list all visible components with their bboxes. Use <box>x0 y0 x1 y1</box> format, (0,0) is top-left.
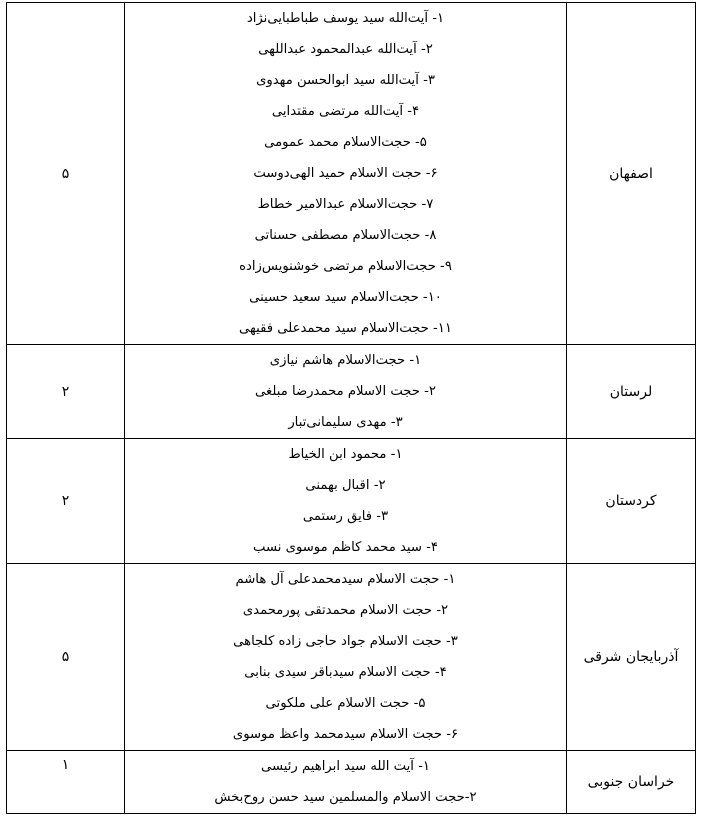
list-item: ۱۰- حجت‌الاسلام سید سعید حسینی <box>249 290 442 305</box>
list-item: ۲- حجت الاسلام محمدرضا مبلغی <box>255 384 436 399</box>
list-item: ۶- حجت الاسلام حمید الهی‌دوست <box>253 166 438 181</box>
list-item: ۴- حجت الاسلام سیدباقر سیدی بنابی <box>244 665 447 680</box>
list-item: ۱- حجت الاسلام سیدمحمدعلی آل هاشم <box>235 572 456 587</box>
province-cell: کردستان <box>567 439 696 564</box>
count-cell: ۱ <box>7 751 125 814</box>
table-row <box>7 564 696 751</box>
province-cell: آذربایجان شرقی <box>567 564 696 751</box>
table-row <box>7 3 696 345</box>
list-item: ۳- حجت الاسلام جواد حاجی زاده کلجاهی <box>233 634 458 649</box>
list-item: ۱- آیت‌الله سید یوسف طباطبایی‌نژاد <box>246 11 445 26</box>
province-cell: لرستان <box>567 345 696 439</box>
names-cell <box>125 564 567 751</box>
count-cell: ۲ <box>7 439 125 564</box>
list-item: ۵- حجت الاسلام علی ملکوتی <box>265 696 426 711</box>
list-item: ۸- حجت‌الاسلام مصطفی حسناتی <box>254 228 437 243</box>
list-item: ۱۱- حجت‌الاسلام سید محمدعلی فقیهی <box>239 321 452 336</box>
names-cell <box>125 751 567 814</box>
table-row <box>7 345 696 439</box>
province-cell: اصفهان <box>567 3 696 345</box>
list-item: ۹- حجت‌الاسلام مرتضی خوشنویس‌زاده <box>239 259 452 274</box>
list-item: ۶- حجت الاسلام سیدمحمد واعظ موسوی <box>232 727 459 742</box>
list-item: ۳- فایق رستمی <box>302 509 389 524</box>
count-cell: ۲ <box>7 345 125 439</box>
list-item: ۱- محمود ابن الخیاط <box>288 447 403 462</box>
list-item: ۳- آیت‌الله سید ابوالحسن مهدوی <box>256 73 435 88</box>
list-item: ۲-حجت الاسلام والمسلمین سید حسن روح‌بخش <box>214 790 477 805</box>
province-cell: خراسان جنوبی <box>567 751 696 814</box>
list-item: ۱- حجت‌الاسلام هاشم نیازی <box>269 353 422 368</box>
list-item: ۴- سید محمد کاظم موسوی نسب <box>253 540 438 555</box>
list-item: ۱- آیت الله سید ابراهیم رئیسی <box>261 759 430 774</box>
table-row <box>7 751 696 814</box>
representatives-table <box>6 2 696 814</box>
count-cell: ۵ <box>7 564 125 751</box>
names-cell <box>125 3 567 345</box>
list-item: ۴- آیت‌الله مرتضی مقتدایی <box>271 104 420 119</box>
list-item: ۲- آیت‌الله عبدالمحمود عبداللهی <box>258 42 433 57</box>
names-cell <box>125 345 567 439</box>
table-row <box>7 439 696 564</box>
list-item: ۳- مهدی سلیمانی‌تبار <box>288 415 403 430</box>
list-item: ۷- حجت‌الاسلام عبدالامیر خطاط <box>257 197 434 212</box>
names-cell <box>125 439 567 564</box>
count-cell: ۵ <box>7 3 125 345</box>
list-item: ۲- اقبال بهمنی <box>305 478 386 493</box>
list-item: ۲- حجت الاسلام محمدتقی پورمحمدی <box>242 603 449 618</box>
list-item: ۵- حجت‌الاسلام محمد عمومی <box>264 135 427 150</box>
